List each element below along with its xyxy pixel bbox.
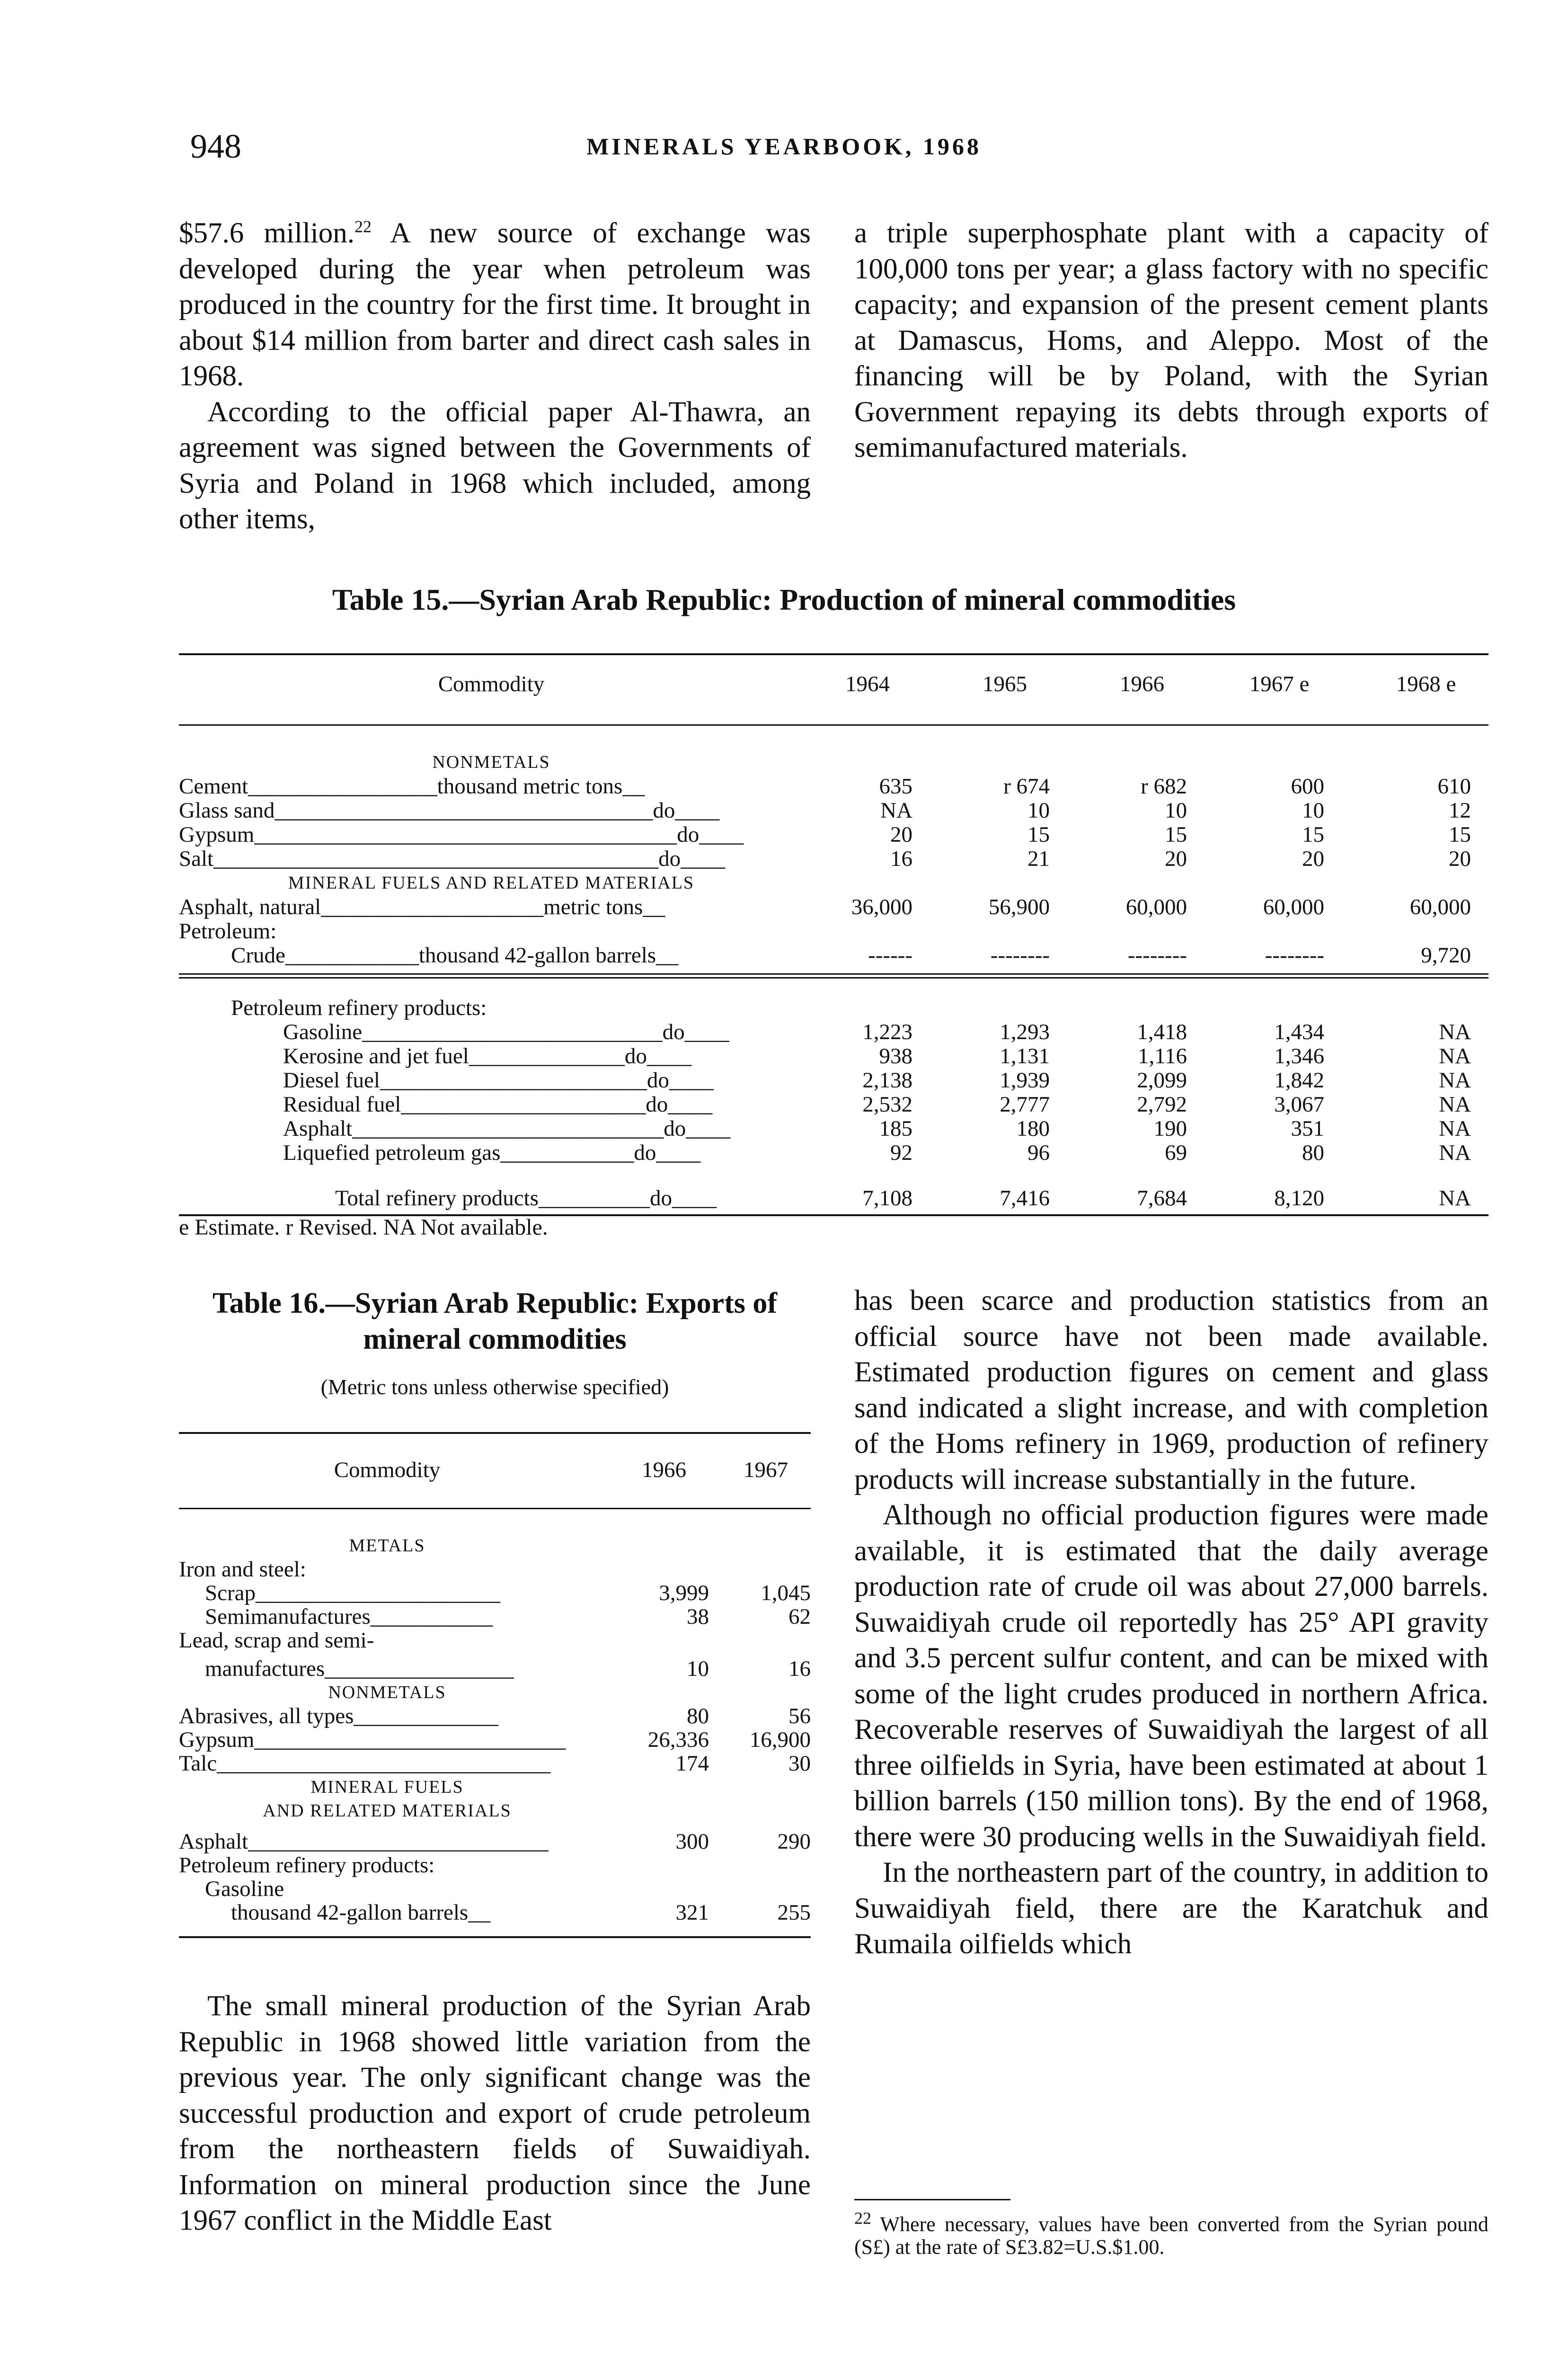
table-row	[179, 1704, 811, 1729]
table-row	[179, 1557, 811, 1582]
cell-value: --------	[1127, 943, 1187, 968]
row-label: Scrap______________________	[205, 1581, 501, 1605]
table-row	[179, 919, 1488, 944]
column-header: Commodity	[334, 1458, 441, 1482]
cell-value: 351	[1291, 1116, 1324, 1141]
cell-value: 20	[890, 822, 912, 847]
paragraph: has been scarce and production statistics from an official source have not been made available. Estimated production figures on cement and glass sand indicated a slight increase, and with completion of the Homs refinery in 1969, production of refinery products will increase substantially in the future.	[854, 1285, 1488, 1495]
row-label: Residual fuel______________________do____	[283, 1093, 713, 1117]
table-row	[179, 1681, 811, 1705]
row-label: Liquefied petroleum gas____________do____	[283, 1141, 701, 1165]
cell-value: 62	[788, 1604, 811, 1629]
cell-value: 26,336	[647, 1727, 709, 1752]
cell-value: NA	[1439, 1140, 1471, 1165]
row-label: Kerosine and jet fuel______________do____	[283, 1044, 691, 1068]
cell-value: 7,416	[1000, 1186, 1050, 1210]
cell-value: 10	[1302, 798, 1324, 823]
cell-value: 10	[687, 1656, 709, 1681]
table-rule	[179, 1432, 811, 1434]
table-row	[179, 1093, 1488, 1117]
cell-value: 20	[1165, 846, 1187, 871]
text-run: A new source of exchange was developed during the year when petroleum was produced in the country for the first time. It brought in about $14 million from barter and direct cash sales in 1968.	[179, 217, 811, 392]
row-label: Iron and steel:	[179, 1557, 306, 1582]
cell-value: 56	[788, 1704, 811, 1728]
cell-value: 60,000	[1409, 895, 1471, 919]
cell-value: 69	[1165, 1140, 1187, 1165]
table-row	[179, 1534, 811, 1558]
table-16-subtitle: (Metric tons unless otherwise specified)	[320, 1375, 669, 1399]
cell-value: 56,900	[988, 895, 1050, 919]
cell-value: --------	[1265, 943, 1324, 968]
table-rule	[179, 973, 1488, 975]
cell-value: 190	[1153, 1116, 1187, 1141]
section-heading: NONMETALS	[432, 752, 550, 772]
cell-value: --------	[990, 943, 1050, 968]
cell-value: 321	[675, 1900, 709, 1925]
cell-value: 290	[777, 1829, 811, 1854]
table-row	[179, 895, 1488, 920]
footnote-text: Where necessary, values have been converted from the Syrian pound (S£) at the rate of S£3.82=U.S.$1.00.	[854, 2213, 1488, 2259]
cell-value: 15	[1302, 822, 1324, 847]
cell-value: 80	[1302, 1140, 1324, 1165]
section-heading: MINERAL FUELS AND RELATED MATERIALS	[288, 873, 695, 893]
table-row	[179, 1186, 1488, 1211]
table-row	[179, 1117, 1488, 1141]
column-header: 1964	[845, 672, 890, 696]
cell-value: 174	[675, 1751, 709, 1776]
table-row	[179, 996, 1488, 1021]
text-run: $57.6 million.	[179, 217, 355, 249]
table-rule	[179, 1936, 811, 1938]
cell-value: 255	[777, 1900, 811, 1925]
cell-value: 60,000	[1263, 895, 1324, 919]
section-heading: NONMETALS	[328, 1682, 446, 1702]
cell-value: 12	[1449, 798, 1471, 823]
table-row	[179, 943, 1488, 968]
row-label: Semimanufactures___________	[205, 1605, 493, 1629]
text-column-bottom-left	[179, 1988, 811, 2239]
cell-value: 15	[1165, 822, 1187, 847]
row-label: Petroleum refinery products:	[231, 996, 487, 1020]
column-header: Commodity	[438, 672, 545, 696]
cell-value: 20	[1449, 846, 1471, 871]
cell-value: 2,138	[862, 1068, 912, 1093]
table-row	[179, 1628, 811, 1653]
column-header: 1966	[1120, 672, 1164, 696]
cell-value: 36,000	[851, 895, 912, 919]
table-row	[179, 823, 1488, 847]
table-15	[179, 653, 1488, 1212]
table-rule	[179, 977, 1488, 979]
table-row	[179, 1068, 1488, 1093]
cell-value: 1,939	[1000, 1068, 1050, 1093]
row-label: Glass sand__________________________________do____	[179, 799, 720, 823]
column-header: 1966	[642, 1458, 686, 1482]
row-label: Gypsum______________________________________do____	[179, 823, 744, 847]
table-row	[179, 1901, 811, 1925]
table-16	[179, 1432, 811, 1943]
cell-value: 38	[687, 1604, 709, 1629]
row-label: Total refinery products__________do____	[335, 1186, 717, 1210]
section-heading: MINERAL FUELS	[310, 1777, 464, 1797]
row-label: Asphalt___________________________	[179, 1830, 549, 1854]
table-row	[179, 799, 1488, 823]
cell-value: 2,099	[1137, 1068, 1187, 1093]
cell-value: r 682	[1141, 774, 1187, 799]
text-column-bottom-right	[854, 1283, 1488, 1962]
cell-value: 1,434	[1274, 1020, 1324, 1044]
cell-value: 7,684	[1137, 1186, 1187, 1210]
cell-value: 92	[890, 1140, 912, 1165]
table-rule	[179, 653, 1488, 655]
cell-value: 2,777	[1000, 1092, 1050, 1117]
cell-value: 2,792	[1137, 1092, 1187, 1117]
cell-value: NA	[1439, 1116, 1471, 1141]
cell-value: NA	[1439, 1092, 1471, 1117]
cell-value: 3,999	[659, 1581, 709, 1605]
cell-value: 30	[788, 1751, 811, 1776]
table-16-title: Table 16.—Syrian Arab Republic: Exports of mineral commodities	[212, 1287, 778, 1355]
footnote-ref: 22	[354, 217, 372, 236]
text-column-top-right	[854, 215, 1488, 466]
cell-value: 9,720	[1421, 943, 1471, 968]
table-row	[179, 1752, 811, 1776]
cell-value: 20	[1302, 846, 1324, 871]
cell-value: 16,900	[749, 1727, 811, 1752]
running-title: MINERALS YEARBOOK, 1968	[586, 133, 982, 160]
cell-value: 3,067	[1274, 1092, 1324, 1117]
table-row	[179, 1853, 811, 1878]
cell-value: 1,293	[1000, 1020, 1050, 1044]
cell-value: 16	[788, 1656, 811, 1681]
row-label: Lead, scrap and semi-	[179, 1628, 374, 1653]
cell-value: 1,045	[761, 1581, 811, 1605]
page-header	[0, 127, 1568, 169]
cell-value: r 674	[1003, 774, 1050, 799]
column-header: 1967	[744, 1458, 788, 1482]
cell-value: 1,418	[1137, 1020, 1187, 1044]
cell-value: 600	[1291, 774, 1324, 799]
cell-value: 1,346	[1274, 1044, 1324, 1068]
cell-value: 21	[1028, 846, 1050, 871]
table-row	[179, 1657, 811, 1682]
cell-value: 610	[1437, 774, 1471, 799]
table-row	[179, 750, 1488, 775]
table-row	[179, 1605, 811, 1629]
cell-value: 300	[675, 1829, 709, 1854]
table-row	[179, 1141, 1488, 1166]
cell-value: 15	[1449, 822, 1471, 847]
cell-value: 2,532	[862, 1092, 912, 1117]
cell-value: 185	[879, 1116, 912, 1141]
row-label: Abrasives, all types_____________	[179, 1704, 498, 1728]
cell-value: NA	[1439, 1044, 1471, 1068]
table-row	[179, 1775, 811, 1800]
table-row	[179, 847, 1488, 872]
cell-value: 1,223	[862, 1020, 912, 1044]
paragraph: According to the official paper Al-Thawra, an agreement was signed between the Governments of Syria and Poland in 1968 which included, among other items,	[179, 396, 811, 535]
row-label: Gasoline	[205, 1877, 284, 1901]
cell-value: 96	[1028, 1140, 1050, 1165]
row-label: Asphalt, natural____________________metric tons__	[179, 895, 665, 919]
table-row	[179, 1830, 811, 1854]
cell-value: 16	[890, 846, 912, 871]
table-row	[179, 1877, 811, 1902]
row-label: Gypsum____________________________	[179, 1728, 566, 1752]
text-column-top-left	[179, 215, 811, 537]
cell-value: NA	[880, 798, 912, 823]
table-rule	[179, 1508, 811, 1509]
table-row	[179, 1020, 1488, 1045]
cell-value: NA	[1439, 1020, 1471, 1044]
row-label: Crude____________thousand 42-gallon barrels__	[231, 943, 679, 968]
paragraph: a triple superphosphate plant with a capacity of 100,000 tons per year; a glass factory with no specific capacity; and expansion of the present cement plants at Damascus, Homs, and Aleppo. Most of the financing will be by Poland, with the Syrian Government repaying its debts through exports of semimanufactured materials.	[854, 217, 1488, 463]
cell-value: 60,000	[1125, 895, 1187, 919]
table-rule	[179, 724, 1488, 726]
cell-value: 8,120	[1274, 1186, 1324, 1210]
cell-value: 1,116	[1137, 1044, 1187, 1068]
cell-value: 10	[1165, 798, 1187, 823]
row-label: Salt________________________________________do____	[179, 847, 726, 871]
paragraph: Although no official production figures were made available, it is estimated that the daily average production rate of crude oil was about 27,000 barrels. Suwaidiyah crude oil reportedly has 25° API gravity and 3.5 percent sulfur content, and can be mixed with some of the light crudes produced in northern Africa. Recoverable reserves of Suwaidiyah the largest of all three oilfields in Syria, have been estimated at about 1 billion barrels (150 million tons). By the end of 1968, there were 30 producing wells in the Suwaidiyah field.	[854, 1499, 1488, 1853]
cell-value: 1,131	[1000, 1044, 1050, 1068]
cell-value: 80	[687, 1704, 709, 1728]
table-header-row	[179, 1458, 811, 1483]
section-heading: AND RELATED MATERIALS	[263, 1801, 512, 1821]
table-row	[179, 871, 1488, 896]
column-header: 1967 e	[1249, 672, 1310, 696]
footnote-number: 22	[854, 2208, 871, 2228]
cell-value: 7,108	[862, 1186, 912, 1210]
table-row	[179, 1581, 811, 1606]
cell-value: 15	[1028, 822, 1050, 847]
row-label: Petroleum refinery products:	[179, 1853, 435, 1878]
table-row	[179, 1044, 1488, 1069]
footnote-22	[854, 2208, 1488, 2259]
row-label: thousand 42-gallon barrels__	[231, 1901, 491, 1925]
cell-value: 938	[879, 1044, 912, 1068]
section-heading: METALS	[349, 1536, 425, 1556]
table-header-row	[179, 672, 1488, 697]
row-label: Diesel fuel________________________do____	[283, 1068, 714, 1093]
column-header: 1965	[983, 672, 1027, 696]
table-row	[179, 774, 1488, 799]
table-15-footnote: e Estimate. r Revised. NA Not available.	[179, 1215, 548, 1240]
row-label: Petroleum:	[179, 919, 277, 943]
cell-value: NA	[1439, 1068, 1471, 1093]
table-15-title: Table 15.—Syrian Arab Republic: Production of mineral commodities	[332, 583, 1236, 616]
cell-value: ------	[868, 943, 912, 968]
row-label: Gasoline___________________________do____	[283, 1020, 729, 1044]
cell-value: 10	[1028, 798, 1050, 823]
cell-value: NA	[1439, 1186, 1471, 1210]
cell-value: 180	[1016, 1116, 1050, 1141]
paragraph: The small mineral production of the Syrian Arab Republic in 1968 showed little variation from the previous year. The only significant change was the successful production and export of crude petroleum from the northeastern fields of Suwaidiyah. Information on mineral production since the June 1967 conflict in the Middle East	[179, 1990, 811, 2236]
row-label: Talc______________________________	[179, 1752, 551, 1776]
page-number: 948	[190, 127, 241, 165]
paragraph: In the northeastern part of the country, in addition to Suwaidiyah field, there are the Karatchuk and Rumaila oilfields which	[854, 1857, 1488, 1960]
table-row	[179, 1799, 811, 1824]
table-row	[179, 1728, 811, 1753]
row-label: Cement_________________thousand metric tons__	[179, 774, 645, 799]
footnote-separator	[854, 2199, 1010, 2200]
cell-value: 1,842	[1274, 1068, 1324, 1093]
cell-value: 635	[879, 774, 912, 799]
row-label: Asphalt____________________________do____	[283, 1117, 731, 1141]
paragraph	[179, 215, 811, 394]
column-header: 1968 e	[1396, 672, 1456, 696]
row-label: manufactures_________________	[205, 1657, 514, 1681]
